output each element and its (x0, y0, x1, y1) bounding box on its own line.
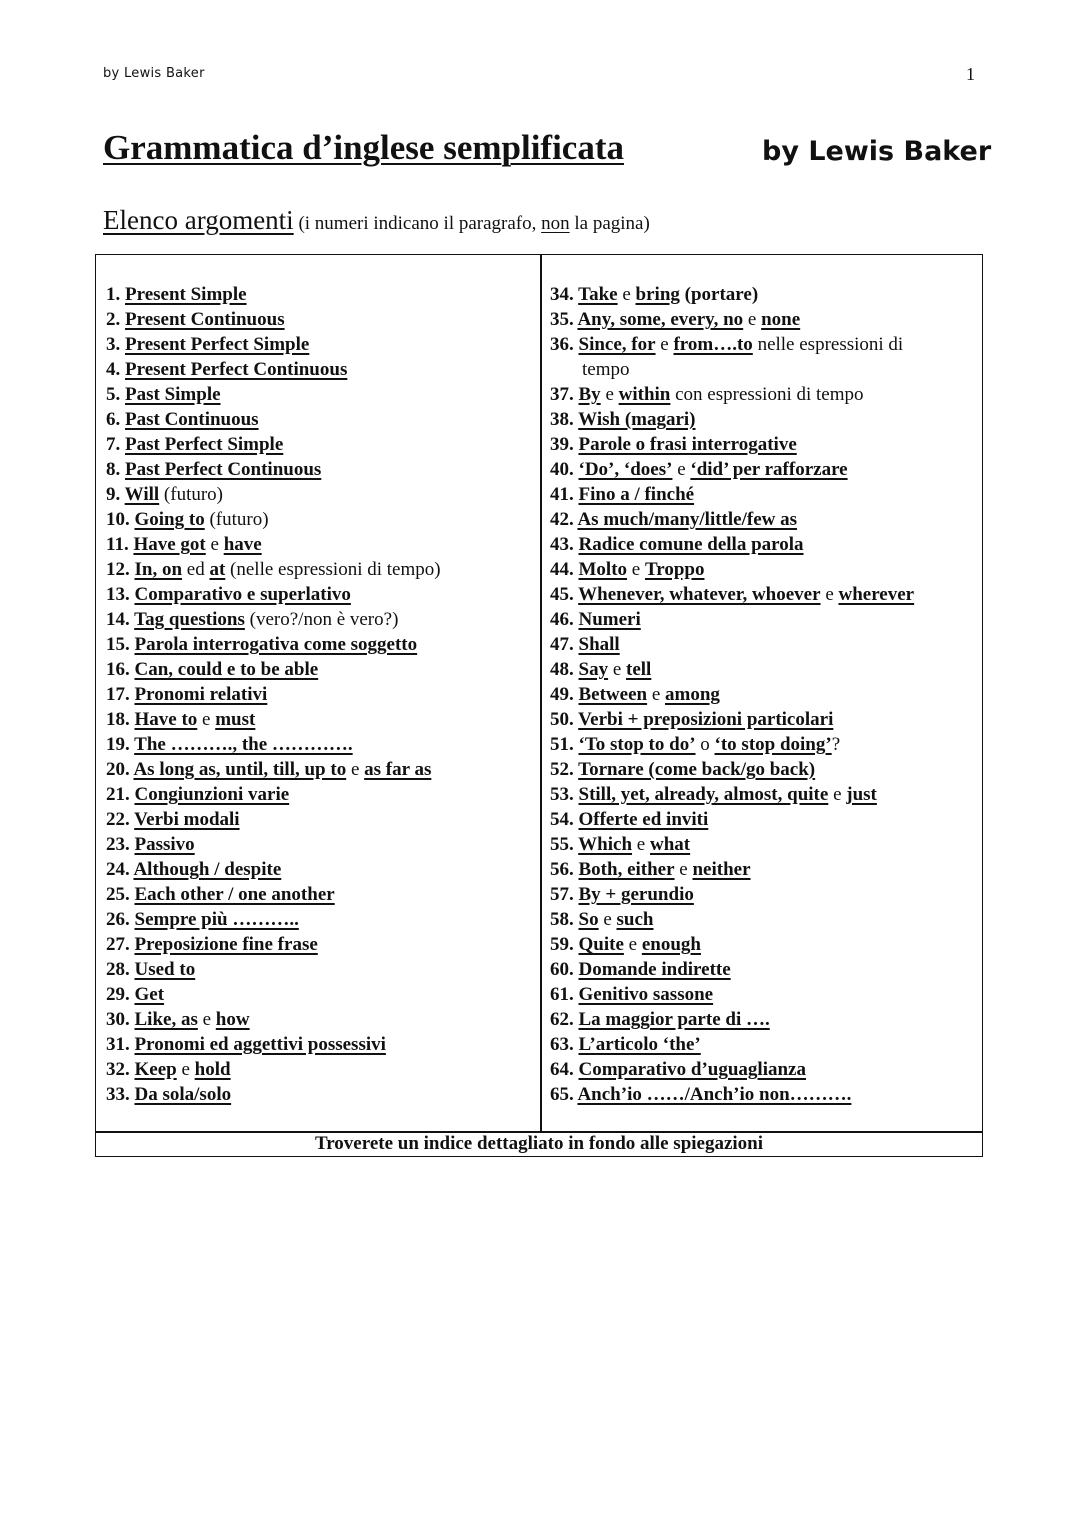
entry-number: 24. (106, 859, 134, 880)
entry-topic-link[interactable]: bring (635, 284, 680, 305)
entry-topic-link[interactable]: In, on (134, 559, 183, 580)
index-entry (550, 507, 980, 532)
entry-number: 44. (550, 559, 579, 580)
index-entry (550, 1007, 980, 1032)
entry-number: 36. (550, 334, 579, 355)
entry-number: 12. (106, 559, 135, 580)
index-entry (106, 707, 536, 732)
entry-topic-link[interactable]: Domande indirette (578, 959, 731, 980)
entry-topic-link[interactable]: Shall (578, 634, 620, 655)
entry-number: 25. (106, 884, 135, 905)
entry-note: e (743, 309, 762, 330)
section-heading-note: (i numeri indicano il paragrafo, non la pagina) (293, 213, 650, 234)
entry-topic-link[interactable]: Verbi + preposizioni particolari (578, 709, 834, 730)
index-column-right (550, 282, 980, 1107)
entry-topic-link[interactable]: Have to (134, 709, 198, 730)
entry-number: 32. (106, 1059, 135, 1080)
entry-topic-link[interactable]: ‘Do’, ‘does’ (578, 459, 673, 480)
entry-number: 65. (550, 1084, 578, 1105)
entry-topic-link[interactable]: As long as, until, till, up to (133, 759, 347, 780)
entry-topic-link[interactable]: have (223, 534, 262, 555)
index-entry (106, 382, 536, 407)
entry-note: (futuro) (204, 509, 269, 530)
index-entry (106, 282, 536, 307)
entry-number: 48. (550, 659, 579, 680)
entry-note: e (623, 934, 642, 955)
page-number: 1 (966, 64, 975, 84)
index-entry (550, 557, 980, 582)
index-entry (106, 407, 536, 432)
entry-note: e (598, 909, 617, 930)
author-byline: by Lewis Baker (762, 136, 992, 167)
entry-number: 16. (106, 659, 135, 680)
index-entry (106, 807, 536, 832)
entry-note: e (828, 784, 847, 805)
section-heading (103, 205, 650, 236)
entry-topic-link[interactable]: Present Perfect Continuous (125, 359, 348, 380)
index-entry (550, 1057, 980, 1082)
entry-note: e (655, 334, 674, 355)
index-entry (106, 1082, 536, 1107)
entry-number: 64. (550, 1059, 579, 1080)
index-entry (550, 432, 980, 457)
index-entry (550, 832, 980, 857)
entry-topic-link[interactable]: Comparativo e superlativo (134, 584, 351, 605)
entry-topic-link[interactable]: such (616, 909, 654, 930)
entry-number: 17. (106, 684, 135, 705)
index-column-left (106, 282, 536, 1107)
index-entry (550, 782, 980, 807)
entry-number: 6. (106, 409, 125, 430)
entry-number: 38. (550, 409, 579, 430)
entry-topic-link[interactable]: Tag questions (134, 609, 245, 630)
entry-topic-link[interactable]: Past Continuous (125, 409, 259, 430)
index-entry (550, 882, 980, 907)
index-entry (106, 1057, 536, 1082)
entry-topic-link[interactable]: Numeri (578, 609, 641, 630)
column-divider (540, 255, 542, 1131)
index-entry (550, 957, 980, 982)
index-entry (550, 332, 980, 382)
index-entry (106, 557, 536, 582)
index-entry (106, 782, 536, 807)
entry-topic-link[interactable]: Present Perfect Simple (125, 334, 310, 355)
entry-number: 43. (550, 534, 579, 555)
index-entry (550, 382, 980, 407)
index-entry (106, 432, 536, 457)
entry-number: 58. (550, 909, 579, 930)
entry-topic-link[interactable]: Parola interrogativa come soggetto (134, 634, 418, 655)
entry-topic-link[interactable]: The ………., the …………. (134, 734, 353, 755)
index-entry (106, 1032, 536, 1057)
entry-topic-link[interactable]: Still, yet, already, almost, quite (578, 784, 829, 805)
entry-note: e (820, 584, 839, 605)
entry-topic-link[interactable]: Since, for (578, 334, 656, 355)
entry-number: 55. (550, 834, 579, 855)
entry-topic-link[interactable]: none (761, 309, 801, 330)
entry-topic-link[interactable]: Have got (133, 534, 206, 555)
index-footnote: Troverete un indice dettagliato in fondo alle spiegazioni (314, 1133, 764, 1154)
index-entry (106, 932, 536, 957)
entry-topic-link[interactable]: ‘did’ per rafforzare (690, 459, 848, 480)
entry-topic-link[interactable]: Get (134, 984, 165, 1005)
entry-number: 3. (106, 334, 125, 355)
entry-number: 10. (106, 509, 135, 530)
entry-note: ? (831, 734, 841, 755)
entry-topic-link[interactable]: Comparativo d’uguaglianza (578, 1059, 806, 1080)
entry-number: 40. (550, 459, 579, 480)
entry-topic-link[interactable]: By (578, 384, 601, 405)
entry-topic-link[interactable]: what (649, 834, 691, 855)
entry-topic-link[interactable]: Sempre più ……….. (134, 909, 299, 930)
entry-number: 23. (106, 834, 135, 855)
entry-number: 13. (106, 584, 135, 605)
entry-note: con espressioni di tempo (670, 384, 864, 405)
index-entry (550, 907, 980, 932)
entry-number: 31. (106, 1034, 135, 1055)
entry-number: 53. (550, 784, 579, 805)
entry-number: 30. (106, 1009, 135, 1030)
entry-topic-link[interactable]: Wish (magari) (578, 409, 696, 430)
entry-note: e (197, 1009, 216, 1030)
entry-topic-link[interactable]: at (209, 559, 226, 580)
entry-topic-link[interactable]: Take (578, 284, 618, 305)
index-entry (550, 307, 980, 332)
entry-number: 21. (106, 784, 135, 805)
index-entry (550, 982, 980, 1007)
entry-topic-link[interactable]: Like, as (134, 1009, 198, 1030)
entry-number: 46. (550, 609, 579, 630)
entry-number: 57. (550, 884, 579, 905)
entry-number: 54. (550, 809, 579, 830)
entry-topic-link[interactable]: neither (692, 859, 751, 880)
index-entry (550, 482, 980, 507)
entry-topic-link[interactable]: La maggior parte di …. (578, 1009, 770, 1030)
entry-topic-link[interactable]: Preposizione fine frase (134, 934, 318, 955)
index-entry (106, 1007, 536, 1032)
entry-number: 29. (106, 984, 135, 1005)
entry-number: 7. (106, 434, 125, 455)
entry-topic-link[interactable]: Fino a / finché (578, 484, 695, 505)
entry-topic-link[interactable]: Pronomi ed aggettivi possessivi (134, 1034, 386, 1055)
index-entry (106, 882, 536, 907)
entry-note: (futuro) (159, 484, 224, 505)
index-entry (550, 857, 980, 882)
entry-topic-link[interactable]: among (665, 684, 720, 705)
entry-number: 47. (550, 634, 579, 655)
index-entry (550, 932, 980, 957)
entry-note: e (627, 559, 645, 580)
entry-topic-link[interactable]: from….to (673, 334, 753, 355)
entry-number: 27. (106, 934, 135, 955)
entry-topic-link[interactable]: Past Perfect Simple (125, 434, 284, 455)
entry-note: e (176, 1059, 195, 1080)
entry-note: o (695, 734, 715, 755)
entry-number: 52. (550, 759, 579, 780)
entry-topic-link[interactable]: Can, could e to be able (134, 659, 319, 680)
entry-topic-link[interactable]: Congiunzioni varie (134, 784, 290, 805)
entry-topic-link[interactable]: Radice comune della parola (578, 534, 804, 555)
index-entry (550, 1082, 980, 1107)
entry-topic-link[interactable]: Each other / one another (134, 884, 335, 905)
entry-number: 56. (550, 859, 579, 880)
entry-topic-link[interactable]: Present Continuous (125, 309, 285, 330)
entry-number: 14. (106, 609, 135, 630)
entry-topic-link[interactable]: Although / despite (133, 859, 282, 880)
topic-index-table (95, 254, 983, 1157)
index-entry (550, 1032, 980, 1057)
entry-topic-link[interactable]: within (618, 384, 671, 405)
index-entry (106, 757, 536, 782)
entry-number: 2. (106, 309, 125, 330)
entry-topic-link[interactable]: Offerte ed inviti (578, 809, 709, 830)
entry-number: 49. (550, 684, 579, 705)
entry-note: e (600, 384, 619, 405)
index-entry (106, 832, 536, 857)
entry-number: 26. (106, 909, 135, 930)
entry-note: e (674, 859, 693, 880)
entry-note: e (346, 759, 365, 780)
entry-number: 35. (550, 309, 578, 330)
entry-number: 59. (550, 934, 579, 955)
entry-topic-link[interactable]: Present Simple (125, 284, 247, 305)
entry-topic-link[interactable]: Molto (578, 559, 628, 580)
entry-number: 18. (106, 709, 135, 730)
entry-number: 63. (550, 1034, 579, 1055)
index-entry (106, 632, 536, 657)
entry-topic-link[interactable]: Between (578, 684, 648, 705)
entry-note: e (205, 534, 224, 555)
index-entry (106, 457, 536, 482)
index-entry (106, 982, 536, 1007)
entry-topic-link[interactable]: Any, some, every, no (577, 309, 744, 330)
entry-topic-link[interactable]: Anch’io ……/Anch’io non………. (577, 1084, 852, 1105)
entry-topic-link[interactable]: Parole o frasi interrogative (578, 434, 797, 455)
entry-number: 60. (550, 959, 579, 980)
entry-number: 34. (550, 284, 579, 305)
entry-number: 51. (550, 734, 579, 755)
entry-topic-link[interactable]: Pronomi relativi (134, 684, 268, 705)
emphasis-non: non (541, 213, 570, 234)
entry-topic-link[interactable]: Going to (134, 509, 205, 530)
entry-topic-link[interactable]: ‘to stop doing’ (714, 734, 832, 755)
entry-note: e (617, 284, 636, 305)
entry-topic-link[interactable]: Both, either (578, 859, 675, 880)
index-entry (550, 757, 980, 782)
index-entry (106, 907, 536, 932)
index-entry (106, 307, 536, 332)
entry-topic-link[interactable]: As much/many/little/few as (577, 509, 797, 530)
index-entry (550, 707, 980, 732)
index-entry (106, 857, 536, 882)
index-entry (106, 332, 536, 357)
section-heading-main: Elenco argomenti (103, 205, 294, 235)
entry-topic-link[interactable]: wherever (838, 584, 915, 605)
entry-topic-link[interactable]: Verbi modali (134, 809, 240, 830)
entry-note: ed (182, 559, 210, 580)
index-entry (106, 507, 536, 532)
index-entry (106, 582, 536, 607)
entry-topic-link[interactable]: enough (641, 934, 701, 955)
entry-number: 61. (550, 984, 579, 1005)
entry-note: e (197, 709, 216, 730)
entry-number: 19. (106, 734, 135, 755)
entry-number: 8. (106, 459, 125, 480)
entry-number: 28. (106, 959, 135, 980)
index-entry (550, 732, 980, 757)
entry-topic-link[interactable]: Quite (578, 934, 624, 955)
index-entry (550, 657, 980, 682)
index-entry (106, 957, 536, 982)
entry-number: 45. (550, 584, 579, 605)
entry-topic-link[interactable]: Tornare (come back/go back) (578, 759, 816, 780)
index-entry (106, 657, 536, 682)
entry-number: 41. (550, 484, 579, 505)
entry-topic-link[interactable]: Past Perfect Continuous (125, 459, 322, 480)
entry-note: e (647, 684, 666, 705)
index-entry (550, 457, 980, 482)
entry-topic-link[interactable]: Whenever, whatever, whoever (578, 584, 821, 605)
entry-note: e (672, 459, 691, 480)
entry-topic-link[interactable]: Will (124, 484, 160, 505)
entry-topic-link[interactable]: must (215, 709, 256, 730)
entry-note: (vero?/non è vero?) (244, 609, 399, 630)
entry-number: 62. (550, 1009, 579, 1030)
entry-topic-link[interactable]: Used to (134, 959, 196, 980)
entry-topic-link[interactable]: Keep (134, 1059, 177, 1080)
entry-topic-link[interactable]: Troppo (644, 559, 705, 580)
entry-note: (nelle espressioni di tempo) (225, 559, 441, 580)
entry-number: 20. (106, 759, 134, 780)
entry-topic-link[interactable]: Which (578, 834, 633, 855)
entry-topic-link[interactable]: just (846, 784, 877, 805)
entry-note: (portare) (679, 284, 759, 305)
running-header-author: by Lewis Baker (103, 66, 205, 81)
index-entry (550, 532, 980, 557)
entry-topic-link[interactable]: L’articolo ‘the’ (578, 1034, 701, 1055)
index-entry (550, 632, 980, 657)
entry-topic-link[interactable]: Passivo (134, 834, 195, 855)
index-entry (550, 682, 980, 707)
entry-number: 4. (106, 359, 125, 380)
index-entry (106, 482, 536, 507)
entry-number: 37. (550, 384, 579, 405)
index-entry (106, 607, 536, 632)
entry-topic-link[interactable]: By + gerundio (578, 884, 694, 905)
index-entry (550, 407, 980, 432)
index-entry (106, 732, 536, 757)
entry-number: 22. (106, 809, 135, 830)
entry-topic-link[interactable]: Genitivo sassone (578, 984, 714, 1005)
entry-note: e (632, 834, 650, 855)
entry-topic-link[interactable]: Da sola/solo (134, 1084, 232, 1105)
entry-number: 15. (106, 634, 135, 655)
index-entry (106, 682, 536, 707)
entry-note-continuation: tempo (582, 359, 630, 380)
index-entry (550, 607, 980, 632)
index-entry (550, 282, 980, 307)
entry-topic-link[interactable]: Say (578, 659, 609, 680)
entry-topic-link[interactable]: as far as (364, 759, 432, 780)
entry-topic-link[interactable]: hold (194, 1059, 231, 1080)
entry-number: 9. (106, 484, 125, 505)
entry-note: e (608, 659, 627, 680)
entry-number: 42. (550, 509, 578, 530)
entry-note: nelle espressioni di (752, 334, 904, 355)
entry-topic-link[interactable]: Past Simple (125, 384, 221, 405)
entry-number: 33. (106, 1084, 135, 1105)
entry-number: 39. (550, 434, 579, 455)
index-entry (550, 807, 980, 832)
index-entry (106, 357, 536, 382)
index-entry (550, 582, 980, 607)
entry-topic-link[interactable]: So (578, 909, 599, 930)
entry-topic-link[interactable]: how (215, 1009, 250, 1030)
document-title: Grammatica d’inglese semplificata (103, 128, 625, 167)
entry-number: 50. (550, 709, 579, 730)
entry-number: 5. (106, 384, 125, 405)
entry-topic-link[interactable]: ‘To stop to do’ (578, 734, 696, 755)
entry-topic-link[interactable]: tell (626, 659, 652, 680)
entry-number: 11. (106, 534, 134, 555)
index-entry (106, 532, 536, 557)
entry-number: 1. (106, 284, 125, 305)
